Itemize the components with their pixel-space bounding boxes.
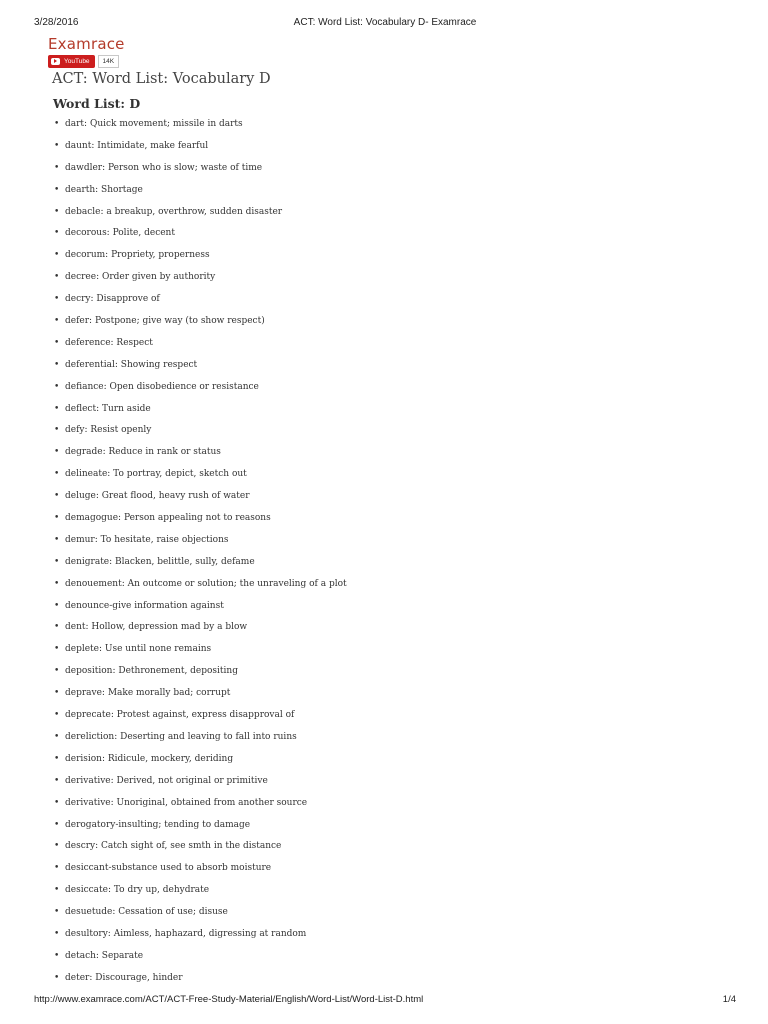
list-item — [0, 401, 768, 423]
list-item — [0, 313, 768, 335]
list-item — [0, 160, 768, 182]
word-entry: desultory: Aimless, haphazard, digressing at random — [65, 928, 307, 939]
bullet-icon: • — [54, 294, 60, 305]
bullet-icon: • — [54, 316, 60, 327]
bullet-icon: • — [54, 162, 60, 173]
bullet-icon: • — [54, 797, 60, 808]
print-page-title: ACT: Word List: Vocabulary D- Examrace — [293, 17, 477, 28]
bullet-icon: • — [54, 469, 60, 480]
bullet-icon: • — [54, 775, 60, 786]
print-date: 3/28/2016 — [34, 17, 79, 28]
youtube-subscriber-count: 14K — [98, 55, 120, 68]
list-item — [0, 116, 768, 138]
word-entry: dereliction: Deserting and leaving to fall into ruins — [65, 731, 297, 742]
word-entry: deference: Respect — [65, 337, 153, 348]
list-item — [0, 729, 768, 751]
list-item — [0, 619, 768, 641]
print-footer — [34, 994, 736, 1008]
word-entry: denounce-give information against — [65, 600, 224, 611]
bullet-icon: • — [54, 425, 60, 436]
list-item — [0, 882, 768, 904]
word-entry: derision: Ridicule, mockery, deriding — [65, 753, 234, 764]
list-item — [0, 357, 768, 379]
list-item — [0, 532, 768, 554]
youtube-button[interactable] — [48, 55, 95, 68]
list-item — [0, 948, 768, 970]
word-entry: demagogue: Person appealing not to reasons — [65, 513, 271, 524]
word-list — [0, 116, 768, 992]
list-item — [0, 291, 768, 313]
bullet-icon: • — [54, 666, 60, 677]
print-page-number: 1/4 — [722, 994, 736, 1005]
word-entry: desuetude: Cessation of use; disuse — [65, 907, 228, 918]
bullet-icon: • — [54, 272, 60, 283]
list-item — [0, 751, 768, 773]
list-item — [0, 663, 768, 685]
bullet-icon: • — [54, 907, 60, 918]
word-entry: deflect: Turn aside — [65, 403, 151, 414]
word-entry: detach: Separate — [65, 950, 144, 961]
bullet-icon: • — [54, 556, 60, 567]
bullet-icon: • — [54, 513, 60, 524]
word-entry: decorous: Polite, decent — [65, 228, 175, 239]
list-item — [0, 795, 768, 817]
bullet-icon: • — [54, 403, 60, 414]
bullet-icon: • — [54, 447, 60, 458]
bullet-icon: • — [54, 184, 60, 195]
word-entry: denouement: An outcome or solution; the unraveling of a plot — [65, 578, 347, 589]
list-item — [0, 138, 768, 160]
word-entry: dawdler: Person who is slow; waste of time — [65, 162, 263, 173]
bullet-icon: • — [54, 359, 60, 370]
list-item — [0, 335, 768, 357]
word-entry: derogatory-insulting; tending to damage — [65, 819, 251, 830]
bullet-icon: • — [54, 950, 60, 961]
bullet-icon: • — [54, 819, 60, 830]
word-entry: desiccate: To dry up, dehydrate — [65, 885, 210, 896]
bullet-icon: • — [54, 140, 60, 151]
list-item — [0, 707, 768, 729]
list-item — [0, 510, 768, 532]
bullet-icon: • — [54, 119, 60, 129]
bullet-icon: • — [54, 228, 60, 239]
word-entry: defer: Postpone; give way (to show respect) — [65, 316, 265, 327]
list-item — [0, 773, 768, 795]
youtube-subscribe-widget — [48, 54, 119, 68]
word-entry: debacle: a breakup, overthrow, sudden disaster — [65, 206, 283, 217]
word-entry: deter: Discourage, hinder — [65, 972, 183, 983]
word-entry: daunt: Intimidate, make fearful — [65, 140, 209, 151]
bullet-icon: • — [54, 863, 60, 874]
bullet-icon: • — [54, 731, 60, 742]
list-item — [0, 838, 768, 860]
word-entry: degrade: Reduce in rank or status — [65, 447, 221, 458]
word-entry: deprecate: Protest against, express disapproval of — [65, 710, 295, 721]
list-item — [0, 225, 768, 247]
bullet-icon: • — [54, 491, 60, 502]
word-entry: deplete: Use until none remains — [65, 644, 212, 655]
word-entry: dent: Hollow, depression mad by a blow — [65, 622, 248, 633]
list-item — [0, 422, 768, 444]
word-entry: derivative: Derived, not original or primitive — [65, 775, 268, 786]
bullet-icon: • — [54, 885, 60, 896]
print-header — [34, 17, 736, 31]
word-entry: decree: Order given by authority — [65, 272, 216, 283]
print-url: http://www.examrace.com/ACT/ACT-Free-Study-Material/English/Word-List/Word-List-D.html — [34, 994, 424, 1005]
bullet-icon: • — [54, 600, 60, 611]
page-title: ACT: Word List: Vocabulary D — [52, 71, 271, 87]
list-item — [0, 247, 768, 269]
bullet-icon: • — [54, 337, 60, 348]
list-item — [0, 817, 768, 839]
word-entry: dart: Quick movement; missile in darts — [65, 119, 243, 129]
list-item — [0, 598, 768, 620]
youtube-label: YouTube — [64, 57, 90, 65]
bullet-icon: • — [54, 928, 60, 939]
word-entry: derivative: Unoriginal, obtained from another source — [65, 797, 308, 808]
word-entry: descry: Catch sight of, see smth in the distance — [65, 841, 282, 852]
list-item — [0, 576, 768, 598]
bullet-icon: • — [54, 688, 60, 699]
list-item — [0, 269, 768, 291]
word-entry: demur: To hesitate, raise objections — [65, 534, 229, 545]
bullet-icon: • — [54, 534, 60, 545]
list-item — [0, 926, 768, 948]
word-entry: dearth: Shortage — [65, 184, 143, 195]
bullet-icon: • — [54, 381, 60, 392]
word-list-heading: Word List: D — [53, 96, 141, 111]
word-entry: denigrate: Blacken, belittle, sully, defame — [65, 556, 255, 567]
word-entry: deluge: Great flood, heavy rush of water — [65, 491, 250, 502]
bullet-icon: • — [54, 841, 60, 852]
bullet-icon: • — [54, 622, 60, 633]
list-item — [0, 554, 768, 576]
word-entry: defy: Resist openly — [65, 425, 152, 436]
youtube-play-icon — [51, 58, 60, 65]
bullet-icon: • — [54, 250, 60, 261]
list-item — [0, 204, 768, 226]
word-entry: defiance: Open disobedience or resistance — [65, 381, 259, 392]
list-item — [0, 685, 768, 707]
list-item — [0, 860, 768, 882]
list-item — [0, 970, 768, 992]
list-item — [0, 488, 768, 510]
bullet-icon: • — [54, 972, 60, 983]
list-item — [0, 641, 768, 663]
word-entry: decry: Disapprove of — [65, 294, 160, 305]
bullet-icon: • — [54, 578, 60, 589]
bullet-icon: • — [54, 710, 60, 721]
word-entry: deprave: Make morally bad; corrupt — [65, 688, 231, 699]
word-entry: delineate: To portray, depict, sketch out — [65, 469, 247, 480]
list-item — [0, 466, 768, 488]
bullet-icon: • — [54, 206, 60, 217]
list-item — [0, 904, 768, 926]
list-item — [0, 182, 768, 204]
word-entry: deferential: Showing respect — [65, 359, 198, 370]
bullet-icon: • — [54, 644, 60, 655]
word-entry: decorum: Propriety, properness — [65, 250, 210, 261]
bullet-icon: • — [54, 753, 60, 764]
word-entry: desiccant-substance used to absorb moisture — [65, 863, 272, 874]
list-item — [0, 444, 768, 466]
word-entry: deposition: Dethronement, depositing — [65, 666, 238, 677]
list-item — [0, 379, 768, 401]
examrace-logo[interactable]: Examrace — [48, 35, 125, 53]
